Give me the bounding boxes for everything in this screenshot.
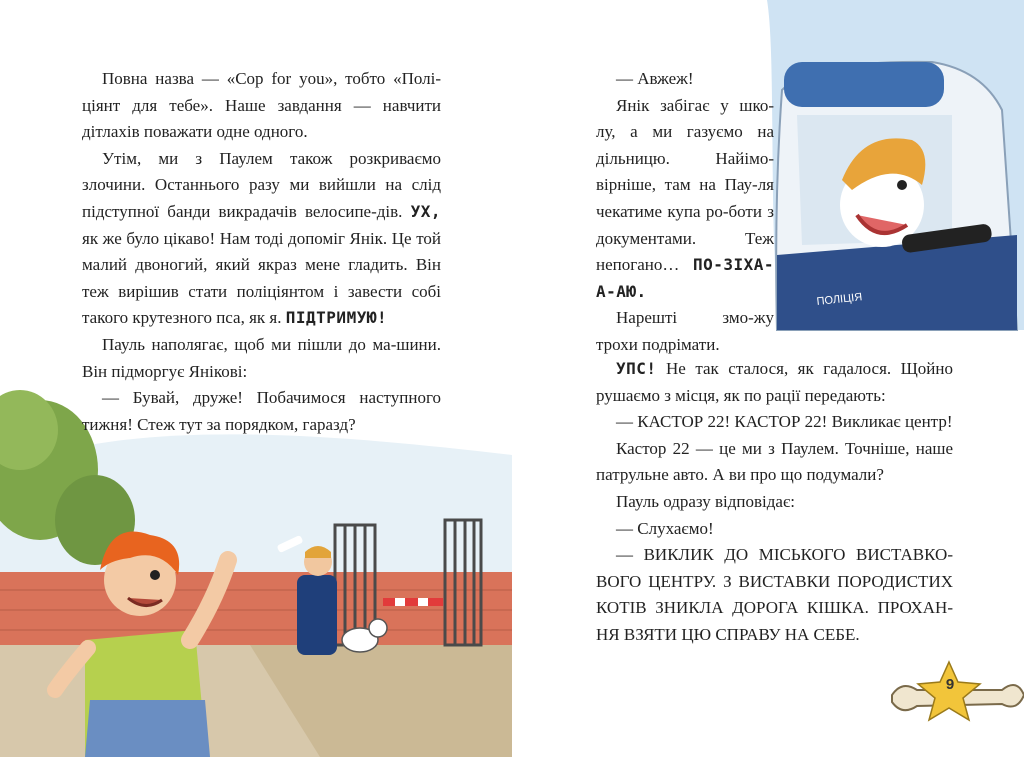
paragraph-text: Утім, ми з Паулем також розкриваємо злочини. Останнього разу ми вийшли на слід підступної банди викрадачів велосипе-дів. (82, 148, 441, 221)
left-text-block (82, 66, 441, 438)
paragraph: Нарешті змо-жу трохи подрімати. (596, 308, 774, 354)
paragraph: Пауль одразу відповідає: (616, 491, 795, 511)
paragraph (596, 356, 953, 409)
paragraph: — КАСТОР 22! КАСТОР 22! Викликає центр! (616, 412, 953, 432)
right-text-block (596, 356, 953, 649)
right-text-column-top (596, 66, 774, 359)
paragraph: — Авжеж! (616, 69, 694, 88)
paragraph-text: як же було цікаво! Нам тоді допоміг Янік. Це той малий двоногий, який якраз мене гладить. Він теж вирішив стати поліціянтом і завести собі такого крутезного пса, як я. (82, 228, 441, 328)
paragraph: Кастор 22 — це ми з Паулем. Точніше, наше патрульне авто. А ви про що подумали? (596, 438, 953, 485)
paragraph: — Бувай, друже! Побачимося наступного тижня! Стеж тут за порядком, гаразд? (82, 388, 441, 434)
paragraph: Повна назва — «Cop for you», тобто «Полі-ціянт для тебе». Наше завдання — навчити дітлахів поважати одне одного. (82, 69, 441, 142)
sound-effect-text: ПО-ЗІХА-А-АЮ. (596, 255, 774, 301)
paragraph (596, 93, 774, 306)
paragraph: — Слухаємо! (616, 518, 714, 538)
paragraph-text: Не так сталося, як гадалося. Щойно рушаємо з місця, як по рації передають: (596, 359, 953, 405)
right-page (512, 0, 1024, 757)
sound-effect-text: УХ, (410, 201, 441, 221)
paragraph (82, 146, 441, 332)
paragraph: — ВИКЛИК ДО МІСЬКОГО ВИСТАВКО-ВОГО ЦЕНТРУ. З ВИСТАВКИ ПОРОДИСТИХ КОТІВ ЗНИКЛА ДОРОГА КІШКА. ПРОХАН-НЯ ВЗЯТИ ЦЮ СПРАВУ НА СЕБЕ. (596, 545, 953, 644)
sound-effect-text: УПС! (616, 359, 657, 378)
paragraph: Пауль наполягає, щоб ми пішли до ма-шини. Він підморгує Янікові: (82, 334, 441, 381)
page-number: 9 (945, 676, 955, 693)
car-door-label: ПОЛІЦІЯ (816, 291, 863, 308)
sound-effect-text: ПІДТРИМУЮ! (285, 308, 388, 328)
paragraph-text: Янік забігає у шко-лу, а ми газуємо на дільницю. Найімо-вірніше, там на Пау-ля чекатиме купа ро-боти з документами. Теж непогано… (596, 95, 774, 275)
